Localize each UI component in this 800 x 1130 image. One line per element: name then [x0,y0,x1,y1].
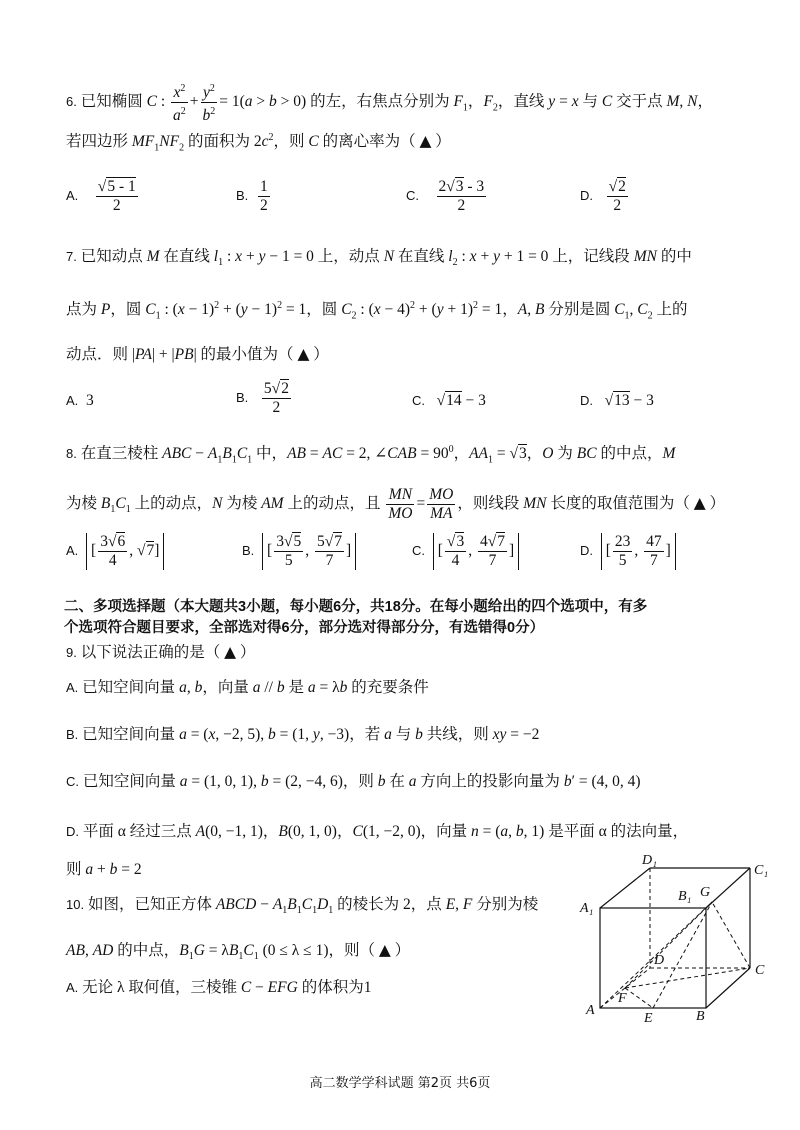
label-g: G [700,885,711,900]
q8-line1: 8. 在直三棱柱 ABC − $A_1B_1C_1$ 中，AB = AC = 2, ∠CAB = $90^0$，$AA_1 = √3$，O 为 BC 的中点，M [66,444,676,466]
label-b1: B₁ [678,889,692,904]
q8-option-d: D. [ $\frac{23}{5}$ , $\frac{47}{7}$ ] [580,533,676,570]
q9-stem: 9. 以下说法正确的是（ ▲ ） [66,643,256,661]
label-a: A [586,1003,595,1018]
q7-line1: 7. 已知动点 M 在直线 $l_1$ : x + y − 1 = 0 上，动点 N 在直线 $l_2$ : x + y + 1 = 0 上，记线段 MN 的中 [66,248,692,269]
q8-option-c: C. [ $\frac{√3}{4}$ , $\frac{4√7}{7}$ ] [412,533,519,570]
section2-heading-line1: 二、多项选择题（本大题共3小题，每小题6分，共18分。在每小题给出的四个选项中，有多 [64,599,648,615]
q7-line3: 动点．则 |PA| + |PB| 的最小值为（ ▲ ） [66,345,329,363]
q8-option-b: B. [ $\frac{3√5}{5}$ , $\frac{5√7}{7}$ ] [242,533,356,570]
q7-option-b: B. $\frac{5√2}{2}$ [236,380,289,416]
q9-option-b: B. 已知空间向量 a = (x, −2, 5), b = (1, y, −3)，若 a 与 b 共线，则 xy = −2 [66,726,540,743]
q9-option-d-line2: 则 a + b = 2 [66,861,142,878]
label-b: B [696,1009,705,1024]
section2-heading-line2: 个选项符合题目要求，全部选对得6分，部分选对得部分分，有选错得0分） [64,620,545,636]
q6-option-a: A. $\frac{√5 - 1}{2}$ [66,178,136,214]
q7-option-d: D. √13 − 3 [580,392,654,409]
q10-line1: 10. 如图，已知正方体 ABCD − $A_1B_1C_1D_1$ 的棱长为 2，点 E, F 分别为棱 [66,896,539,917]
q9-option-a: A. 已知空间向量 a, b，向量 a // b 是 a = λb 的充要条件 [66,679,429,696]
q7-option-c: C. √14 − 3 [412,392,486,409]
label-a1: A₁ [580,901,594,916]
q8-line2: 为棱 $B_1C_1$ 上的动点，N 为棱 AM 上的动点，且 $\frac{MN}{MO}$ = $\frac{MO}{MA}$ ，则线段 MN 长度的取值范围为（ ▲ ） [66,486,726,522]
label-c1: C₁ [754,863,769,878]
label-d: D [654,953,665,968]
edge-bc [706,968,750,1008]
q6-line2: 若四边形 $MF_1NF_2$ 的面积为 $2c^2$，则 C 的离心率为（ ▲ ） [66,132,451,154]
page-footer: 高二数学学科试题 第2页 共6页 [309,1076,491,1091]
label-e: E [644,1011,653,1026]
q10-line2: AB, AD 的中点，$B_1G = \lambda B_1C_1$ (0 ≤ λ ≤ 1)，则（ ▲ ） [66,941,411,963]
q6-option-c: C. $\frac{2√3 - 3}{2}$ [406,178,485,214]
q7-option-a: A. 3 [66,392,94,409]
cube-figure [578,850,778,1026]
label-f: F [618,991,627,1006]
q8-option-a: A. [ $\frac{3√6}{4}$ , √7] [66,533,164,570]
q6-option-b: B. $\frac{1}{2}$ [236,178,268,214]
label-d1: D₁ [642,853,657,868]
label-c: C [755,963,765,978]
edge-a1d1 [600,868,650,908]
segment-cg [712,902,750,968]
q9-option-c: C. 已知空间向量 a = (1, 0, 1), b = (2, −4, 6)，则 b 在 a 方向上的投影向量为 b′ = (4, 0, 4) [66,773,641,790]
edge-b1c1 [706,868,750,908]
q6-option-d: D. $\frac{√2}{2}$ [580,178,626,214]
q10-option-a: A. 无论 λ 取何值，三棱锥 C − EFG 的体积为1 [66,979,372,996]
segment-fe [625,988,653,1008]
q7-line2: 点为 P，圆 $C_1$ : $(x - 1)^2 + (y - 1)^2 = 1$，圆 $C_2$ : $(x - 4)^2 + (y + 1)^2 = 1$，A, B 分别是圆 $C_1$, $C_2$ 上的 [66,300,688,322]
q6-frac-x: $\frac{x^2}{a^2}$ [171,80,188,125]
q6-line1: 6. 已知椭圆 C : $\frac{x^2}{a^2}$ + $\frac{y^2}{b^2}$ = 1(a > b > 0) 的左，右焦点分别为 $F_1$，$F_2$，直线 y = x 与 C 交于点 M, N， [66,80,713,125]
q9-option-d-line1: D. 平面 α 经过三点 A(0, −1, 1)，B(0, 1, 0)，C(1, −2, 0)，向量 n = (a, b, 1) 是平面 α 的法向量， [66,823,689,840]
